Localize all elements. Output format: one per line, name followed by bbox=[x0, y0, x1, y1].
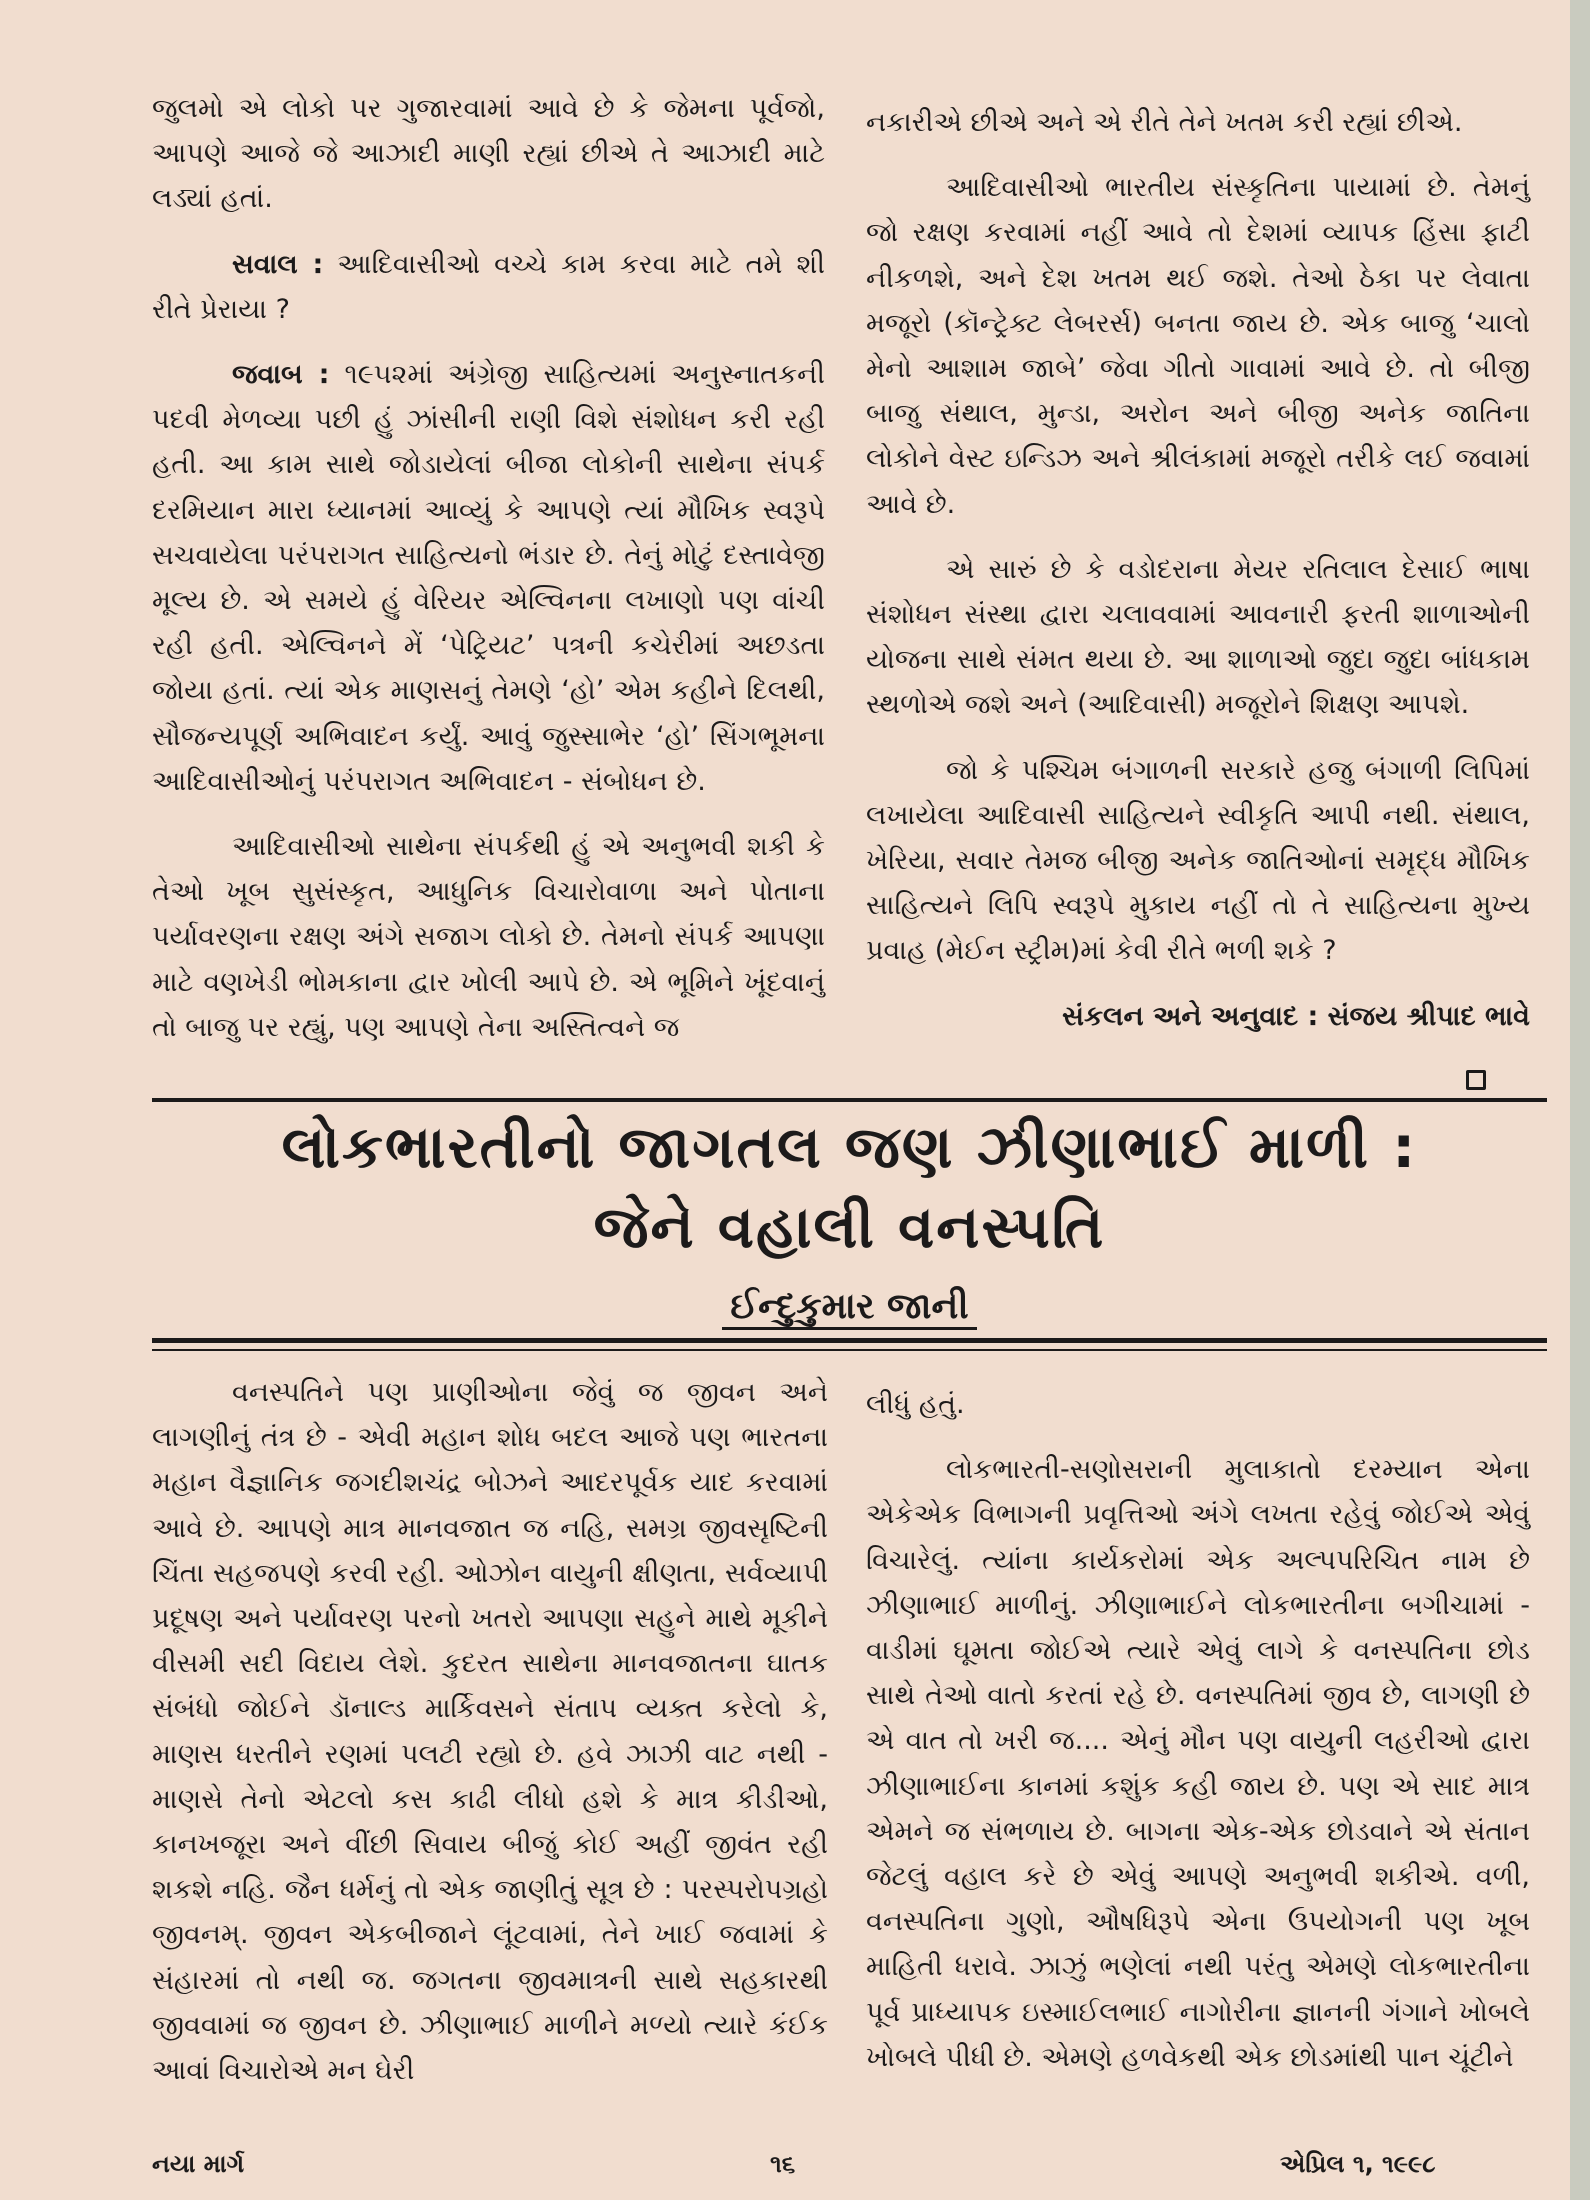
headline-line-2: જેને વહાલી વનસ્પતિ bbox=[593, 1193, 1106, 1261]
footer-publication: નયા માર્ગ bbox=[152, 2150, 245, 2178]
paragraph: નકારીએ છીએ અને એ રીતે તેને ખતમ કરી રહ્યાં છીએ. bbox=[866, 107, 1463, 138]
footer-date: એપ્રિલ ૧, ૧૯૯૮ bbox=[1280, 2150, 1436, 2178]
paragraph: આદિવાસીઓ સાથેના સંપર્કથી હું એ અનુભવી શકી કે તેઓ ખૂબ સુસંસ્કૃત, આધુનિક વિચારોવાળા અને પોતાના પર્યાવરણના રક્ષણ અંગે સજાગ લોકો છે. તેમનો સંપર્ક આપણા માટે વણખેડી ભોમકાના દ્વાર ખોલી આપે છે. એ ભૂમિને ખૂંદવાનું તો બાજુ પર રહ્યું, પણ આપણે તેના અસ્તિત્વને જ bbox=[152, 831, 825, 1043]
headline-line-1: લોકભારતીનો જાગતલ જણ ઝીણાભાઈ માળી : bbox=[281, 1113, 1418, 1181]
article-left-column bbox=[152, 1370, 828, 2113]
question-paragraph: સવાલ : આદિવાસીઓ વચ્ચે કામ કરવા માટે તમે શી રીતે પ્રેરાયા ? bbox=[152, 248, 826, 325]
question-label: સવાલ : bbox=[232, 248, 324, 280]
article-headline bbox=[152, 1112, 1547, 1182]
section-divider bbox=[152, 1098, 1547, 1102]
paragraph: જો કે પશ્ચિમ બંગાળની સરકારે હજુ બંગાળી લિપિમાં લખાયેલા આદિવાસી સાહિત્યને સ્વીકૃતિ આપી નથી. સંથાલ, ખેરિયા, સવાર તેમજ બીજી અનેક જાતિઓનાં સમૃદ્ધ મૌખિક સાહિત્યને લિપિ સ્વરૂપે મુકાય નહીં તો તે સાહિત્યના મુખ્ય પ્રવાહ (મેઈન સ્ટ્રીમ)માં કેવી રીતે ભળી શકે ? bbox=[866, 754, 1530, 967]
paragraph: એ સારું છે કે વડોદરાના મેયર રતિલાલ દેસાઈ ભાષા સંશોધન સંસ્થા દ્વારા ચલાવવામાં આવનારી ફરતી શાળાઓની યોજના સાથે સંમત થયા છે. આ શાળાઓ જુદા જુદા બાંધકામ સ્થળોએ જશે અને (આદિવાસી) મજૂરોને શિક્ષણ આપશે. bbox=[866, 553, 1530, 721]
double-rule bbox=[152, 1338, 1547, 1351]
author-byline: ઈન્દુકુમાર જાની bbox=[152, 1282, 1547, 1332]
translator-credit: સંકલન અને અનુવાદ : સંજય શ્રીપાદ ભાવે bbox=[1062, 1000, 1530, 1032]
paragraph: લોકભારતી-સણોસરાની મુલાકાતો દરમ્યાન એના એકેએક વિભાગની પ્રવૃત્તિઓ અંગે લખતા રહેવું જોઈએ એવું વિચારેલું. ત્યાંના કાર્યકરોમાં એક અલ્પપરિચિત નામ છે ઝીણાભાઈ માળીનું. ઝીણાભાઈને લોકભારતીના બગીચામાં - વાડીમાં ઘૂમતા જોઈએ ત્યારે એવું લાગે કે વનસ્પતિના છોડ સાથે તેઓ વાતો કરતાં રહે છે. વનસ્પતિમાં જીવ છે, લાગણી છે એ વાત તો ખરી જ.... એનું મૌન પણ વાયુની લહરીઓ દ્વારા ઝીણાભાઈના કાનમાં કશુંક કહી જાય છે. પણ એ સાદ માત્ર એમને જ સંભળાય છે. બાગના એક-એક છોડવાને એ સંતાન જેટલું વહાલ કરે છે એવું આપણે અનુભવી શકીએ. વળી, વનસ્પતિના ગુણો, ઔષધિરૂપે એના ઉપયોગની પણ ખૂબ માહિતી ધરાવે. ઝાઝું ભણેલાં નથી પરંતુ એમણે લોકભારતીના પૂર્વ પ્રાધ્યાપક ઇસ્માઈલભાઈ નાગોરીના જ્ઞાનની ગંગાને ખોબલે ખોબલે પીધી છે. એમણે હળવેકથી એક છોડમાંથી પાન ચૂંટીને bbox=[866, 1454, 1530, 2073]
paragraph: વનસ્પતિને પણ પ્રાણીઓના જેવું જ જીવન અને લાગણીનું તંત્ર છે - એવી મહાન શોધ બદલ આજે પણ ભારતના મહાન વૈજ્ઞાનિક જગદીશચંદ્ર બોઝને આદરપૂર્વક યાદ કરવામાં આવે છે. આપણે માત્ર માનવજાત જ નહિ, સમગ્ર જીવસૃષ્ટિની ચિંતા સહજપણે કરવી રહી. ઓઝોન વાયુની ક્ષીણતા, સર્વવ્યાપી પ્રદૂષણ અને પર્યાવરણ પરનો ખતરો આપણા સહુને માથે મૂકીને વીસમી સદી વિદાય લેશે. કુદરત સાથેના માનવજાતના ઘાતક સંબંધો જોઈને ડૉનાલ્ડ માર્કિવસને સંતાપ વ્યક્ત કરેલો કે, માણસ ધરતીને રણમાં પલટી રહ્યો છે. હવે ઝાઝી વાટ નથી - માણસે તેનો એટલો કસ કાઢી લીધો હશે કે માત્ર કીડીઓ, કાનખજૂરા અને વીંછી સિવાય બીજું કોઈ અહીં જીવંત રહી શકશે નહિ. જૈન ધર્મનું તો એક જાણીતું સૂત્ર છે : પરસ્પરોપગ્રહો જીવનમ્. જીવન એકબીજાને લૂંટવામાં, તેને ખાઈ જવામાં કે સંહારમાં તો નથી જ. જગતના જીવમાત્રની સાથે સહકારથી જીવવામાં જ જીવન છે. ઝીણાભાઈ માળીને મળ્યો ત્યારે કંઈક આવાં વિચારોએ મન ઘેરી bbox=[152, 1377, 828, 2087]
paragraph: આદિવાસીઓ ભારતીય સંસ્કૃતિના પાયામાં છે. તેમનું જો રક્ષણ કરવામાં નહીં આવે તો દેશમાં વ્યાપક હિંસા ફાટી નીકળશે, અને દેશ ખતમ થઈ જશે. તેઓ ઠેકા પર લેવાતા મજૂરો (કૉન્ટ્રેક્ટ લેબરર્સ) બનતા જાય છે. એક બાજુ ‘ચાલો મેનો આશામ જાબે’ જેવા ગીતો ગાવામાં આવે છે. તો બીજી બાજુ સંથાલ, મુન્ડા, અરોન અને બીજી અનેક જાતિના લોકોને વેસ્ટ ઇન્ડિઝ અને શ્રીલંકામાં મજૂરો તરીકે લઈ જવામાં આવે છે. bbox=[866, 172, 1530, 520]
answer-paragraph: જવાબ : ૧૯૫૨માં અંગ્રેજી સાહિત્યમાં અનુસ્નાતકની પદવી મેળવ્યા પછી હું ઝાંસીની રાણી વિશે સંશોધન કરી રહી હતી. આ કામ સાથે જોડાયેલાં બીજા લોકોની સાથેના સંપર્ક દરમિયાન મારા ધ્યાનમાં આવ્યું કે આપણે ત્યાં મૌખિક સ્વરૂપે સચવાયેલા પરંપરાગત સાહિત્યનો ભંડાર છે. તેનું મોટું દસ્તાવેજી મૂલ્ય છે. એ સમયે હું વેરિયર એલ્વિનના લખાણો પણ વાંચી રહી હતી. એલ્વિનને મેં ‘પેટ્રિયટ’ પત્રની કચેરીમાં અછડતા જોયા હતાં. ત્યાં એક માણસનું તેમણે ‘હો’ એમ કહીને દિલથી, સૌજન્યપૂર્ણ અભિવાદન કર્યું. આવું જુસ્સાભેર ‘હો’ સિંગભૂમના આદિવાસીઓનું પરંપરાગત અભિવાદન - સંબોધન છે. bbox=[152, 359, 825, 797]
footer-page-number: ૧૬ bbox=[770, 2150, 796, 2178]
article-right-column bbox=[866, 1382, 1530, 2100]
paragraph: લીધું હતું. bbox=[866, 1389, 965, 1420]
paragraph: જુલમો એ લોકો પર ગુજારવામાં આવે છે કે જેમના પૂર્વજો, આપણે આજે જે આઝાદી માણી રહ્યાં છીએ તે આઝાદી માટે લડ્યાં હતાં. bbox=[152, 93, 825, 215]
answer-label: જવાબ : bbox=[232, 359, 330, 391]
top-left-column bbox=[152, 86, 825, 1070]
top-right-column bbox=[866, 100, 1530, 1104]
article-subheadline bbox=[152, 1192, 1547, 1262]
